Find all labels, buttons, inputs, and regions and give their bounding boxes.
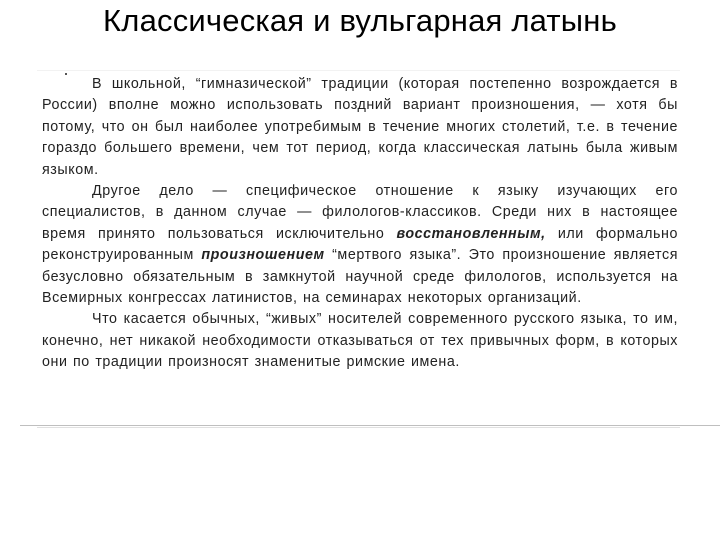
paragraph-2-text: или формально реконструированным: [42, 225, 679, 264]
divider-line: [20, 425, 720, 426]
paragraph-2-text: “мертвого языка”. Это произношение является безусловно обязательным в замкнутой научной среде филологов, используется на Всемирных конгрессах латинистов, на семинарах некоторых организаций.: [42, 247, 678, 307]
paragraph-2: [42, 181, 678, 309]
paragraph-1: [42, 74, 678, 181]
scanned-text-image: [37, 70, 680, 428]
paragraph-1-text: В школьной, “гимназической” традиции (которая постепенно возрождается в России) вполне можно использовать поздний вариант произношения, — хотя бы потому, что он был наиболее употребимым в течение многих столетий, т.е. в течение гораздо большего времени, чем тот период, когда классическая латынь была живым языком.: [42, 76, 678, 178]
paragraph-2-text: Другое дело — специфическое отношение к языку изучающих его специалистов, в данном случае — филологов-классиков. Среди них в настоящее время принято пользоваться исключительно: [42, 183, 678, 242]
slide-title: Классическая и вульгарная латынь: [103, 3, 617, 38]
emphasis-term: восстановленным,: [396, 225, 546, 242]
paragraph-3: [42, 309, 678, 373]
scanned-text-body: [42, 74, 678, 374]
paragraph-3-text: Что касается обычных, “живых” носителей современного русского языка, то им, конечно, нет никакой необходимости отказываться от тех привычных форм, в которых они по традиции произносят знаменитые римские имена.: [42, 311, 678, 371]
emphasis-term: произношением: [201, 247, 325, 264]
